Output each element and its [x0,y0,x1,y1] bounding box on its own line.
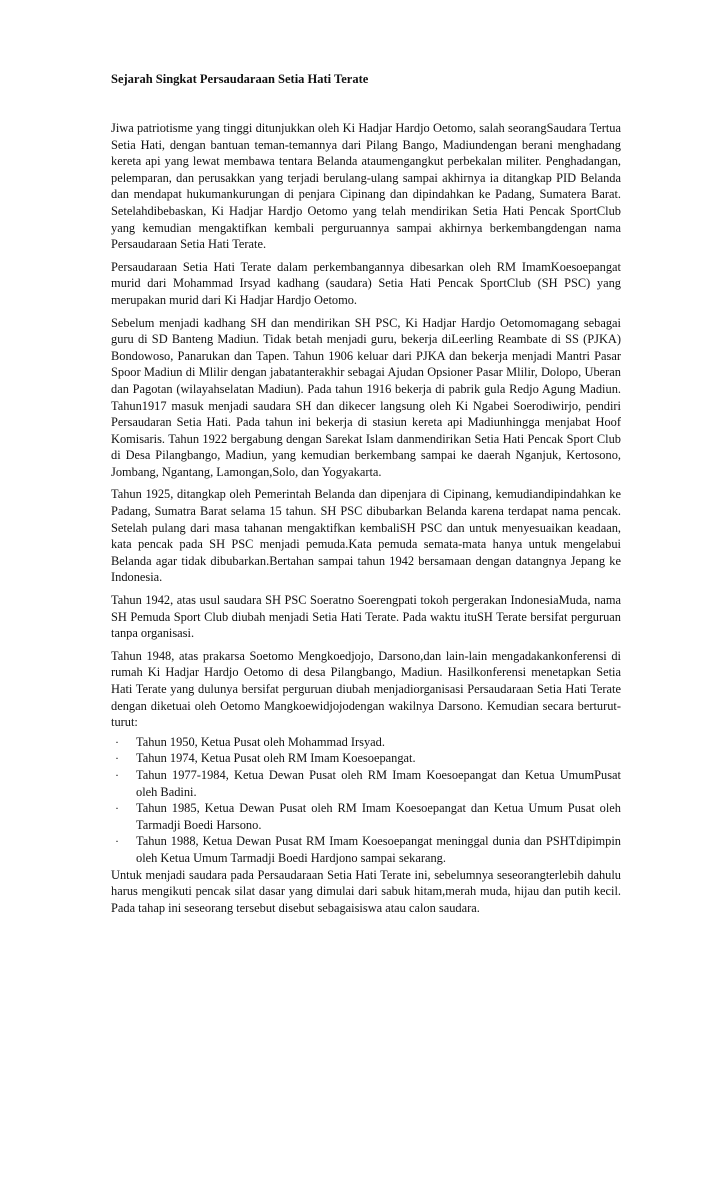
list-item-text: Tahun 1974, Ketua Pusat oleh RM Imam Koesoepangat. [136,751,416,766]
list-item-text: Tahun 1950, Ketua Pusat oleh Mohammad Irsyad. [136,734,385,749]
list-item [111,750,621,767]
paragraph-3: Sebelum menjadi kadhang SH dan mendirikan SH PSC, Ki Hadjar Hardjo Oetomomagang sebagai guru di SD Banteng Madiun. Tidak betah menjadi guru, bekerja diLeerling Reambate di SS (PJKA) Bondowoso, Panarukan dan Tapen. Tahun 1906 keluar dari PJKA dan bekerja menjadi Mantri Pasar Spoor Madiun di Mlilir dengan jabatanterakhir sebagai Ajudan Opsioner Pasar Mlilir, Dolopo, Uberan dan Pagotan (wilayahselatan Madiun). Pada tahun 1916 bekerja di pabrik gula Redjo Agung Madiun. Tahun1917 masuk menjadi saudara SH dan dikecer langsung oleh Ki Ngabei Soerodiwirjo, pendiri Persaudaran Setia Hati. Pada tahun ini bekerja di stasiun kereta api Madiunhingga menjabat Hoof Komisaris. Tahun 1922 bergabung dengan Sarekat Islam danmendirikan Setia Hati Pencak Sport Club di Desa Pilangbango, Madiun, yang kemudian berkembang sampai ke daerah Nganjuk, Kertosono, Jombang, Ngantang, Lamongan,Solo, dan Yogyakarta. [111,315,621,479]
paragraph-6: Tahun 1948, atas prakarsa Soetomo Mengkoedjojo, Darsono,dan lain-lain mengadakankonferensi di rumah Ki Hadjar Hardjo Oetomo di desa Pilangbango, Madiun. Hasilkonferensi menetapkan Setia Hati Terate yang dulunya bersifat perguruan diubah menjadiorganisasi Persaudaraan Setia Hati Terate dengan diketuai oleh Oetomo Mangkoewidjojodengan wakilnya Darsono. Kemudian secara berturut-turut: [111,648,621,730]
list-item-text: Tahun 1977-1984, Ketua Dewan Pusat oleh RM Imam Koesoepangat dan Ketua UmumPusat oleh Badini. [136,767,621,799]
bullet-icon: · [115,751,119,766]
list-item [111,734,621,751]
list-item [111,833,621,866]
bullet-icon: · [115,801,119,816]
list-item-text: Tahun 1988, Ketua Dewan Pusat RM Imam Koesoepangat meninggal dunia dan PSHTdipimpin oleh Ketua Umum Tarmadji Boedi Hardjono sampai sekarang. [136,834,621,865]
paragraph-5: Tahun 1942, atas usul saudara SH PSC Soeratno Soerengpati tokoh pergerakan IndonesiaMuda, nama SH Pemuda Sport Club diubah menjadi Setia Hati Terate. Pada waktu ituSH Terate bersifat perguruan tanpa organisasi. [111,593,621,641]
list-item [111,800,621,833]
bullet-icon: · [115,767,119,782]
paragraph-1: Jiwa patriotisme yang tinggi ditunjukkan oleh Ki Hadjar Hardjo Oetomo, salah seorangSaudara Tertua Setia Hati, dengan bantuan teman-temannya dari Pilang Bango, Madiundengan berani menghadang kereta api yang lewat membawa tentara Belanda ataumengangkut perbekalan militer. Penghadangan, pelemparan, dan perusakkan yang terjadi berulang-ulang sampai akhirnya ia ditangkap PID Belanda dan mendapat hukumankurungan di penjara Cipinang dan dipindahkan ke Padang, Sumatera Barat. Setelahdibebaskan, Ki Hadjar Hardjo Oetomo yang telah mendirikan Setia Hati Pencak SportClub yang kemudian mengaktifkan kembali perguruannya sampai akhirnya berkembangdengan nama Persaudaraan Setia Hati Terate. [111,121,621,252]
bullet-icon: · [115,734,119,749]
list-item-text: Tahun 1985, Ketua Dewan Pusat oleh RM Imam Koesoepangat dan Ketua Umum Pusat oleh Tarmadji Boedi Harsono. [136,801,621,832]
bullet-icon: · [115,834,119,849]
paragraph-4: Tahun 1925, ditangkap oleh Pemerintah Belanda dan dipenjara di Cipinang, kemudiandipindahkan ke Padang, Sumatra Barat selama 15 tahun. SH PSC dibubarkan Belanda karena terdapat nama pencak. Setelah pulang dari masa tahanan mengaktifkan kembaliSH PSC dan untuk menyesuaikan keadaan, kata pencak pada SH PSC menjadi pemuda.Kata pemuda semata-mata hanya untuk mengelabui Belanda agar tidak dibubarkan.Bertahan sampai tahun 1942 bersamaan dengan datangnya Jepang ke Indonesia. [111,487,621,585]
chairman-list [111,734,621,867]
closing-paragraph: Untuk menjadi saudara pada Persaudaraan Setia Hati Terate ini, sebelumnya seseorangterlebih dahulu harus mengikuti pencak silat dasar yang dimulai dari sabuk hitam,merah muda, hijau dan putih kecil. Pada tahap ini seseorang tersebut disebut sebagaisiswa atau calon saudara. [111,867,621,915]
list-item [111,767,621,800]
document-page [111,71,621,916]
paragraph-2: Persaudaraan Setia Hati Terate dalam perkembangannya dibesarkan oleh RM ImamKoesoepangat murid dari Mohammad Irsyad kadhang (saudara) Setia Hati Pencak SportClub (SH PSC) yang merupakan murid dari Ki Hadjar Hardjo Oetomo. [111,259,621,307]
document-title: Sejarah Singkat Persaudaraan Setia Hati Terate [111,72,369,86]
